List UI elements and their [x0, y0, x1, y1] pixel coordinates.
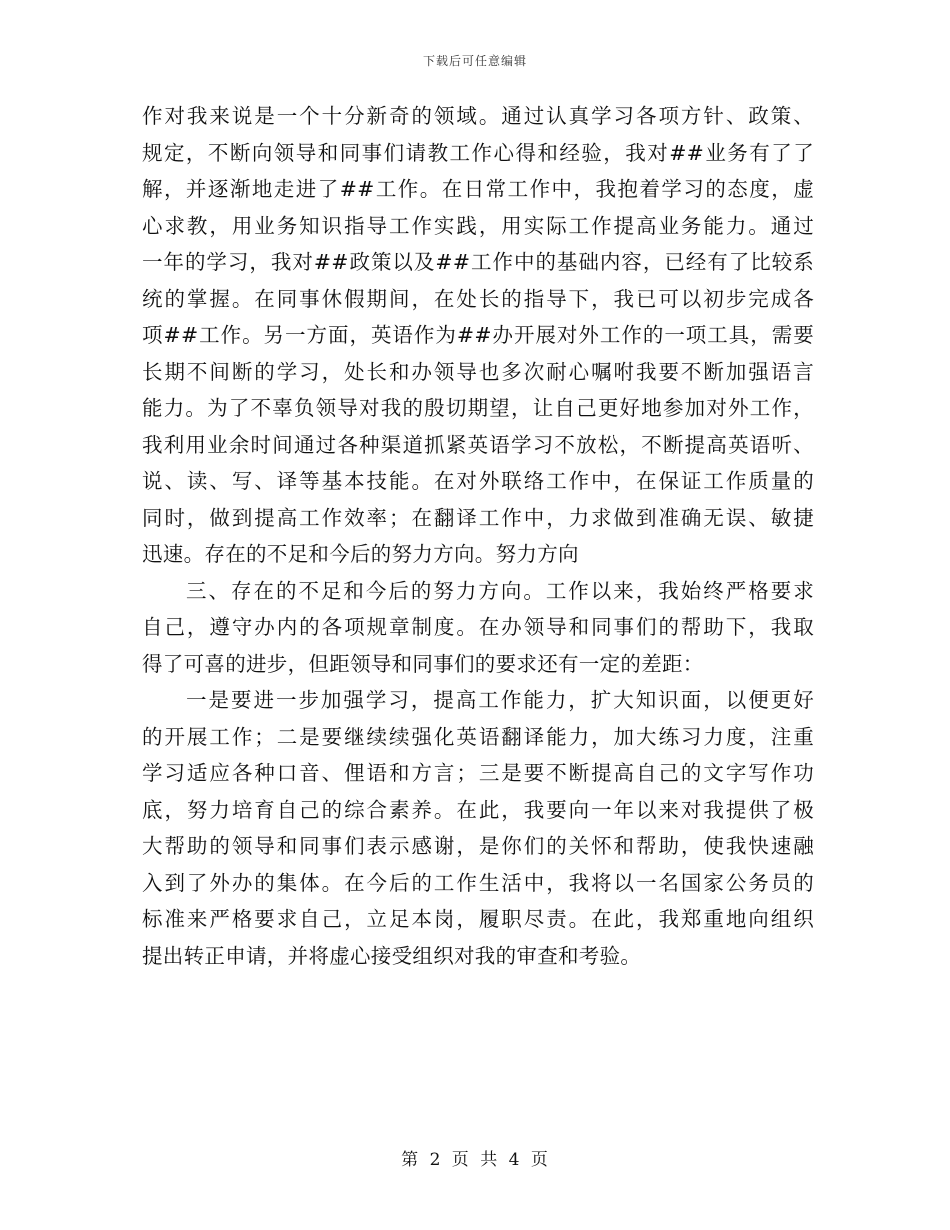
page-header: 下载后可任意编辑 [422, 54, 527, 68]
section-heading-line: 三、存在的不足和今后的努力方向。工作以来，我始终严格要求 [186, 578, 814, 603]
text-line: 底，努力培育自己的综合素养。在此，我要向一年以来对我提供了极 [142, 797, 814, 822]
text-line: 规定，不断向领导和同事们请教工作心得和经验，我对##业务有了了 [142, 140, 814, 165]
text-line: 能力。为了不辜负领导对我的殷切期望，让自己更好地参加对外工作， [142, 396, 814, 420]
text-line: 学习适应各种口音、俚语和方言；三是要不断提高自己的文字写作功 [142, 761, 814, 785]
text-line: 提出转正申请，并将虚心接受组织对我的审查和考验。 [142, 943, 642, 968]
text-line: 迅速。存在的不足和今后的努力方向。努力方向 [142, 542, 579, 566]
text-line: 解，并逐渐地走进了##工作。在日常工作中，我抱着学习的态度，虚 [142, 177, 814, 201]
text-line: 入到了外办的集体。在今后的工作生活中，我将以一名国家公务员的 [142, 870, 814, 895]
text-line: 同时，做到提高工作效率；在翻译工作中，力求做到准确无误、敏捷 [142, 505, 814, 530]
footer-prefix: 第 [401, 1150, 420, 1170]
text-line: 项##工作。另一方面，英语作为##办开展对外工作的一项工具，需要 [142, 323, 814, 347]
paragraph-start-line: 一是要进一步加强学习，提高工作能力，扩大知识面，以便更好 [186, 688, 814, 712]
text-line: 标准来严格要求自己，立足本岗，履职尽责。在此，我郑重地向组织 [142, 907, 814, 931]
total-pages-number: 4 [508, 1150, 521, 1170]
footer-suffix: 页 [530, 1150, 549, 1170]
text-line: 的开展工作；二是要继续续强化英语翻译能力，加大练习力度，注重 [142, 724, 814, 749]
text-line: 我利用业余时间通过各种渠道抓紧英语学习不放松，不断提高英语听、 [142, 432, 814, 457]
current-page-number: 2 [429, 1150, 442, 1170]
text-line: 说、读、写、译等基本技能。在对外联络工作中，在保证工作质量的 [142, 469, 814, 493]
text-line: 统的掌握。在同事休假期间，在处长的指导下，我已可以初步完成各 [142, 286, 814, 311]
text-line: 一年的学习，我对##政策以及##工作中的基础内容，已经有了比较系 [142, 250, 814, 274]
text-line: 大帮助的领导和同事们表示感谢，是你们的关怀和帮助，使我快速融 [142, 834, 814, 858]
document-body [142, 98, 814, 974]
footer-total-word: 共 [480, 1150, 499, 1170]
footer-page-unit: 页 [451, 1150, 470, 1170]
page-number-footer [0, 1145, 950, 1170]
text-line: 心求教，用业务知识指导工作实践，用实际工作提高业务能力。通过 [142, 213, 814, 238]
text-line: 长期不间断的学习，处长和办领导也多次耐心嘱咐我要不断加强语言 [142, 359, 814, 384]
text-line: 得了可喜的进步，但距领导和同事们的要求还有一定的差距： [142, 651, 704, 676]
text-line: 作对我来说是一个十分新奇的领域。通过认真学习各项方针、政策、 [142, 104, 814, 128]
text-line: 自己，遵守办内的各项规章制度。在办领导和同事们的帮助下，我取 [142, 615, 814, 639]
